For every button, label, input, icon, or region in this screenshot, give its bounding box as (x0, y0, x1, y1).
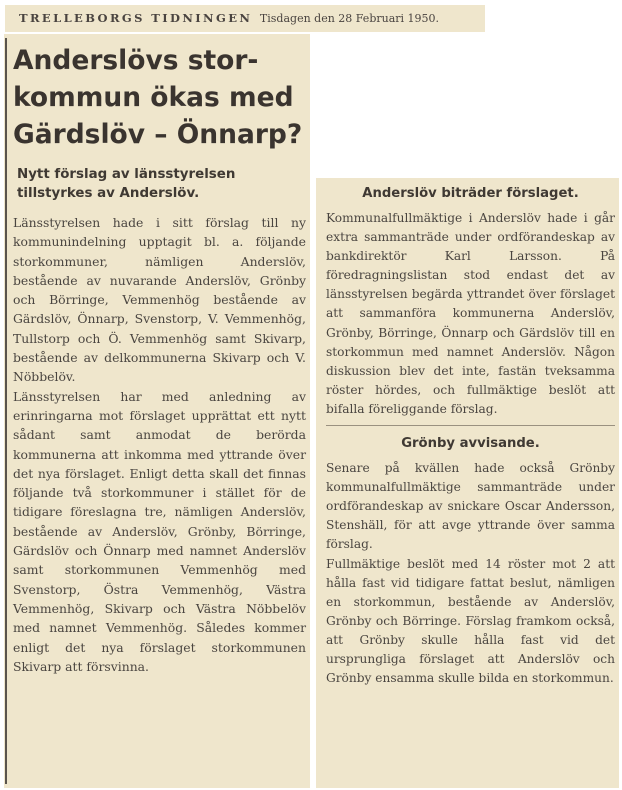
section-paragraph: Fullmäktige beslöt med 14 röster mot 2 att hålla fast vid tidigare fattat beslut, nämligen en storkommun, bestående av Anderslöv, Grönby och Börringe. Förslag framkom också, att Grönby skulle hålla fast vid det ursprungliga förslaget att Anderslöv och Grönby ensamma skulle bilda en storkommun. (326, 556, 615, 686)
section-paragraph: Kommunalfullmäktige i Anderslöv hade i går extra sammanträde under ordförandeskap av bankdirektör Karl Larsson. På föredragningslistan stod endast det av länsstyrelsen begärda yttrandet över förslaget att sammanföra kommunerna Anderslöv, Grönby, Börringe, Önnarp och Gärdslöv till en storkommun med namnet Anderslöv. Någon diskussion blev det inte, fastän tveksamma röster hördes, och fullmäktige beslöt att bifalla föreliggande förslag. (326, 211, 615, 416)
article-right-column (316, 178, 619, 788)
newspaper-name: TRELLEBORGS TIDNINGEN (19, 11, 253, 25)
article-headline (13, 42, 306, 153)
section-divider (326, 425, 615, 426)
section-paragraph: Senare på kvällen hade också Grönby kommunalfullmäktige sammanträde under ordförandeskap av snickare Oscar Andersson, Stenshäll, för att avge yttrande över samma förslag. (326, 461, 615, 552)
headline-line: Gärdslöv – Önnarp? (13, 119, 303, 150)
issue-date: Tisdagen den 28 Februari 1950. (259, 12, 440, 25)
section-heading: Grönby avvisande. (401, 436, 540, 452)
article-paragraph: Länsstyrelsen hade i sitt förslag till ny kommunindelning upptagit bl. a. följande storkommuner, nämligen Anderslöv, bestående av nuvarande Anderslöv, Grönby och Börringe, Vemmenhög bestående av Gärdslöv, Önnarp, Svenstorp, V. Vemmenhög, Tullstorp och Ö. Vemmenhög samt Skivarp, bestående av delkommunerna Skivarp och V. Nöbbelöv. (13, 215, 306, 385)
headline-line: Anderslövs stor- (13, 45, 259, 76)
section-heading: Anderslöv biträder förslaget. (362, 186, 579, 201)
article-subheadline: Nytt förslag av länsstyrelsen tillstyrkes av Anderslöv. (17, 167, 236, 201)
headline-line: kommun ökas med (13, 82, 294, 113)
article-left-column (4, 34, 310, 788)
article-paragraph: Länsstyrelsen har med anledning av erinringarna mot förslaget upprättat ett nytt sådant samt anmodat de berörda kommunerna att inkomma med yttrande över det nya förslaget. Enligt detta skall det finnas följande två storkommuner i stället för de tidigare föreslagna tre, nämligen Anderslöv, bestående av Anderslöv, Grönby, Börringe, Gärdslöv och Önnarp med namnet Anderslöv samt storkommunen Vemmenhög med Svenstorp, Östra Vemmenhög, Västra Vemmenhög, Skivarp och Västra Nöbbelöv med namnet Vemmenhög. Således kommer enligt det nya förslaget storkommunen Skivarp att försvinna. (13, 388, 306, 674)
column-edge-rule (5, 38, 7, 784)
masthead (5, 5, 485, 32)
